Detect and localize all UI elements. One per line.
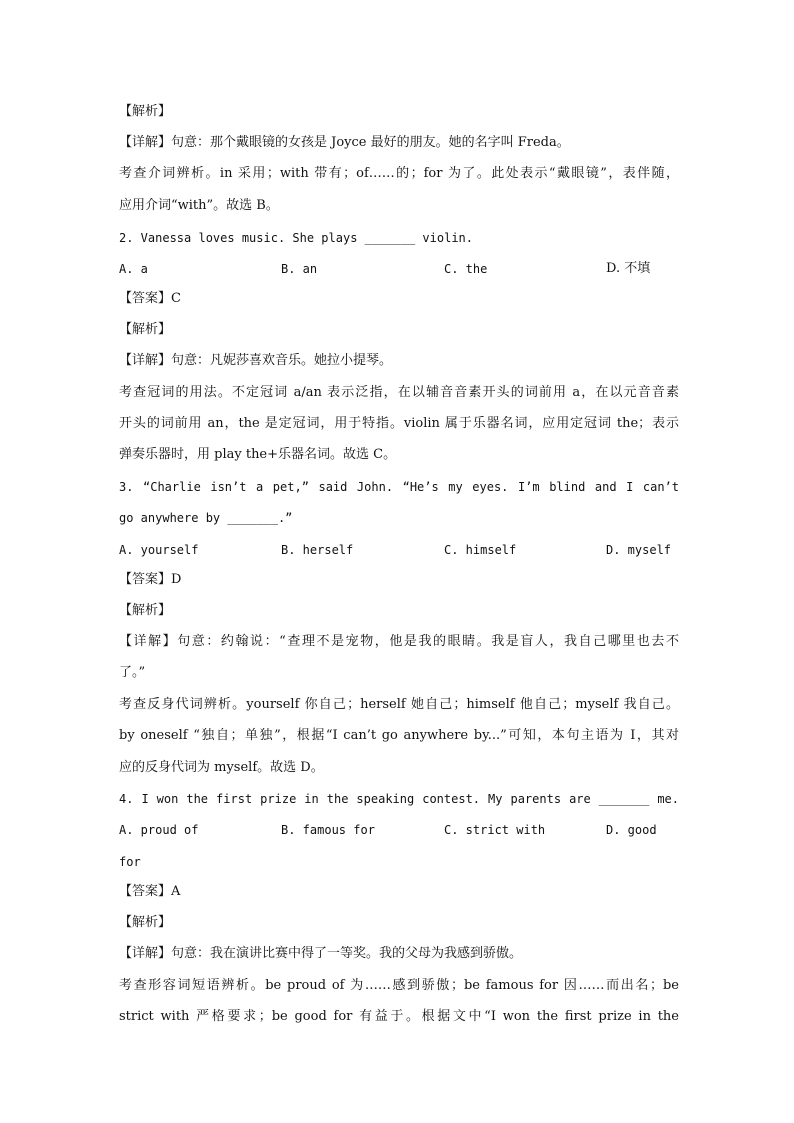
q3-option-b: B. herself bbox=[281, 543, 354, 557]
q3-detail-translation-line2: 了。” bbox=[119, 665, 146, 680]
q3-option-d: D. myself bbox=[606, 543, 672, 557]
q4-option-a: A. proud of bbox=[119, 823, 199, 837]
q3-option-a: A. yourself bbox=[119, 543, 199, 557]
q1-detail-explanation-line2: 应用介词“with”。故选 B。 bbox=[119, 198, 279, 213]
q2-analysis-heading: 【解析】 bbox=[119, 322, 172, 337]
q4-stem: 4. I won the first prize in the speaking contest. My parents are _______ me. bbox=[119, 792, 679, 806]
q2-option-d: D. 不填 bbox=[606, 261, 651, 276]
q3-stem-line1: 3. “Charlie isn’t a pet,” said John. “He’s my eyes. I’m blind and I can’t bbox=[119, 480, 679, 494]
q4-detail-translation: 【详解】句意：我在演讲比赛中得了一等奖。我的父母为我感到骄傲。 bbox=[119, 946, 523, 961]
q3-explanation-line2: by oneself “独自；单独”，根据“I can’t go anywhere by...”可知，本句主语为 I，其对 bbox=[119, 728, 679, 743]
q4-answer: 【答案】A bbox=[119, 884, 181, 899]
q2-explanation-line2: 开头的词前用 an，the 是定冠词，用于特指。violin 属于乐器名词，应用定冠词 the；表示 bbox=[119, 416, 679, 431]
q3-explanation-line3: 应的反身代词为 myself。故选 D。 bbox=[119, 760, 324, 775]
q2-option-b: B. an bbox=[281, 262, 318, 276]
q2-answer: 【答案】C bbox=[119, 291, 181, 306]
q2-option-c: C. the bbox=[444, 262, 488, 276]
q2-explanation-line3: 弹奏乐器时，用 play the+乐器名词。故选 C。 bbox=[119, 447, 397, 462]
q4-explanation-line1: 考查形容词短语辨析。be proud of 为……感到骄傲；be famous for 因……而出名；be bbox=[119, 978, 679, 993]
q3-analysis-heading: 【解析】 bbox=[119, 603, 172, 618]
q2-stem: 2. Vanessa loves music. She plays _______ violin. bbox=[119, 231, 474, 245]
q3-detail-translation-line1: 【详解】句意：约翰说：“查理不是宠物，他是我的眼睛。我是盲人，我自己哪里也去不 bbox=[119, 634, 679, 649]
q4-explanation-line2: strict with 严格要求；be good for 有益于。根据文中“I won the first prize in the bbox=[119, 1009, 679, 1024]
q2-option-a: A. a bbox=[119, 262, 148, 276]
q4-option-c: C. strict with bbox=[444, 823, 546, 837]
q3-stem-line2: go anywhere by _______.” bbox=[119, 511, 293, 525]
q3-answer: 【答案】D bbox=[119, 572, 182, 587]
q4-option-d: D. good bbox=[606, 823, 657, 837]
q4-analysis-heading: 【解析】 bbox=[119, 915, 172, 930]
analysis-heading-q1: 【解析】 bbox=[119, 104, 172, 119]
q4-option-d-continued: for bbox=[119, 855, 141, 869]
q4-option-b: B. famous for bbox=[281, 823, 375, 837]
q1-detail-explanation-line1: 考查介词辨析。in 采用；with 带有；of……的；for 为了。此处表示“戴眼镜”，表伴随， bbox=[119, 166, 679, 181]
q1-detail-translation: 【详解】句意：那个戴眼镜的女孩是 Joyce 最好的朋友。她的名字叫 Freda。 bbox=[119, 135, 570, 150]
q3-option-c: C. himself bbox=[444, 543, 517, 557]
q2-detail-translation: 【详解】句意：凡妮莎喜欢音乐。她拉小提琴。 bbox=[119, 353, 393, 368]
q2-explanation-line1: 考查冠词的用法。不定冠词 a/an 表示泛指，在以辅音音素开头的词前用 a，在以元音音素 bbox=[119, 385, 679, 400]
q3-explanation-line1: 考查反身代词辨析。yourself 你自己；herself 她自己；himself 他自己；myself 我自己。 bbox=[119, 697, 679, 712]
